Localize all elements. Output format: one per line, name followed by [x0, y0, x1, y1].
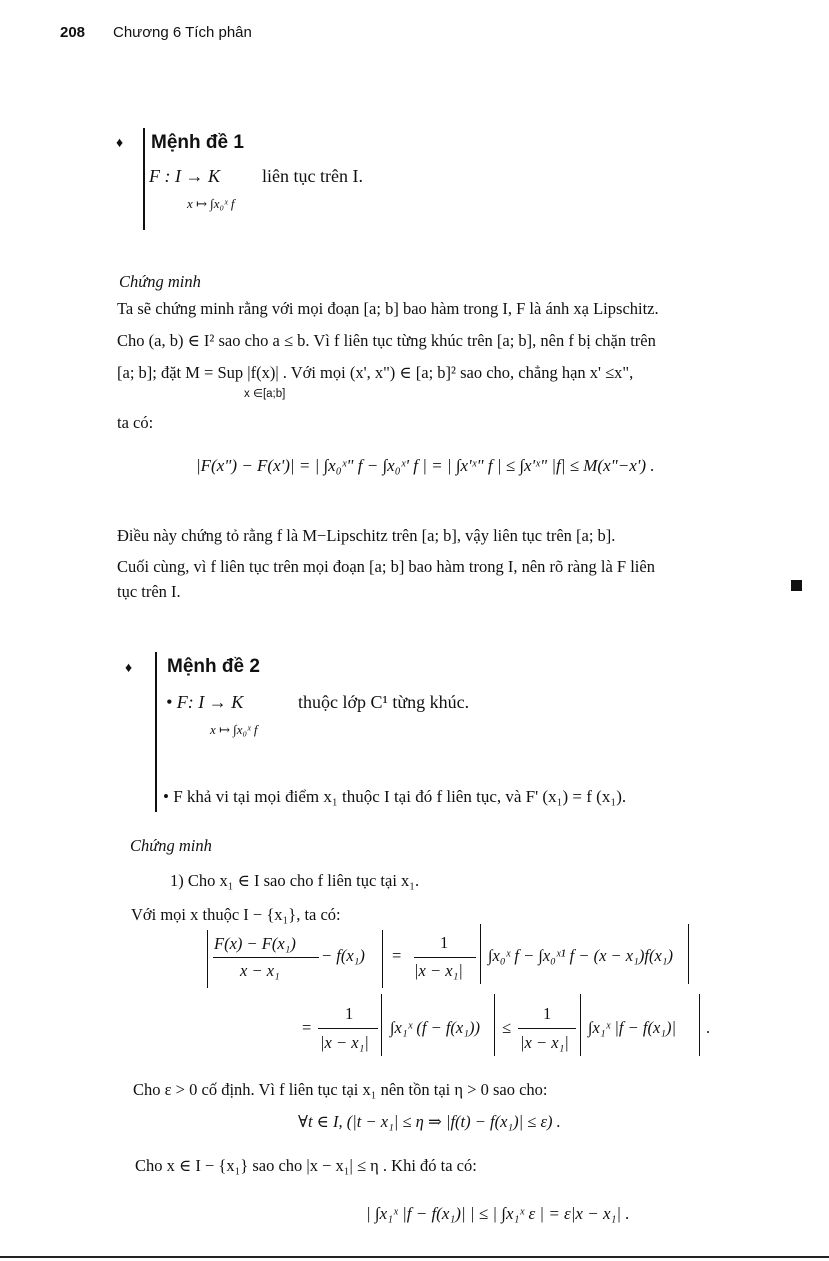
- page-number: 208: [60, 24, 86, 41]
- eq2-abs-left: [381, 994, 382, 1056]
- prop2-item1-map: • F: I → K: [166, 692, 244, 712]
- eq1-body-abs-right: [688, 924, 689, 984]
- eq1-rhs-fraction-line: [414, 957, 476, 958]
- eq1-body-abs-left: [480, 924, 481, 984]
- eq2-num2: 1: [543, 1004, 552, 1023]
- proof1-p4: Điều này chứng tỏ rằng f là M−Lipschitz trên [a; b], vậy liên tục trên [a; b].: [117, 526, 616, 545]
- eq1-lhs-tail: − f(x₁): [321, 946, 365, 965]
- proof2-p2: Cho ε > 0 cố định. Vì f liên tục tại x₁ nên tồn tại η > 0 sao cho:: [133, 1080, 548, 1099]
- eq2-num: 1: [345, 1004, 354, 1023]
- proof1-p1: Ta sẽ chứng minh rằng với mọi đoạn [a; b] bao hàm trong I, F là ánh xạ Lipschitz.: [117, 299, 659, 318]
- eq2-period: .: [706, 1018, 711, 1037]
- bottom-rule: [0, 1256, 829, 1258]
- prop2-item2: • F khả vi tại mọi điểm x₁ thuộc I tại đó f liên tục, và F' (x₁) = f (x₁).: [163, 787, 627, 806]
- eq1-rhs-body: ∫x₀ˣ f − ∫x₀ˣ¹ f − (x − x₁)f(x₁): [488, 946, 673, 965]
- proof1-p2b: [a; b]; đặt M = Sup |f(x)| . Với mọi (x', x") ∈ [a; b]² sao cho, chẳng hạn x' ≤x",: [117, 363, 634, 382]
- proof1-heading: Chứng minh: [119, 272, 201, 291]
- eq2-abs-left2: [580, 994, 581, 1056]
- prop2-bar: [155, 652, 157, 812]
- prop1-map: F : I → K: [149, 166, 220, 186]
- eq1-lhs-num: F(x) − F(x₁): [214, 934, 296, 953]
- eq1-abs-left: [207, 930, 208, 988]
- prop2-item1-desc: thuộc lớp C¹ từng khúc.: [298, 692, 470, 712]
- eq1-abs-right: [382, 930, 383, 988]
- proof2-eq3: ∀t ∈ I, (|t − x₁| ≤ η ⇒ |f(t) − f(x₁)| ≤ ε) .: [298, 1112, 561, 1131]
- proof2-p1: Với mọi x thuộc I − {x₁}, ta có:: [131, 905, 341, 924]
- proof2-step1: 1) Cho x₁ ∈ I sao cho f liên tục tại x₁.: [170, 871, 420, 890]
- proof2-p3: Cho x ∈ I − {x₁} sao cho |x − x₁| ≤ η . Khi đó ta có:: [135, 1156, 477, 1175]
- proof2-heading: Chứng minh: [130, 836, 212, 855]
- prop1-bullet: ♦: [116, 136, 124, 151]
- prop2-item1-rule: x ↦ ∫x₀ˣ f: [210, 722, 258, 737]
- eq2-leq: ≤: [502, 1018, 512, 1037]
- proof1-sup-sub: x ∈[a;b]: [244, 388, 286, 400]
- eq2-body: ∫x₁ˣ (f − f(x₁)): [390, 1018, 480, 1037]
- qed-square: [791, 580, 802, 591]
- eq2-equals: =: [302, 1018, 312, 1037]
- proof1-p3: ta có:: [117, 413, 154, 432]
- eq1-equals: =: [392, 946, 402, 965]
- prop1-desc: liên tục trên I.: [262, 166, 363, 186]
- eq2-body2: ∫x₁ˣ |f − f(x₁)|: [588, 1018, 677, 1037]
- prop2-title: Mệnh đề 2: [167, 656, 260, 677]
- proof2-eq4: | ∫x₁ˣ |f − f(x₁)| | ≤ | ∫x₁ˣ ε | = ε|x − x₁| .: [366, 1204, 630, 1223]
- prop2-bullet: ♦: [125, 661, 133, 676]
- eq2-abs-right: [494, 994, 495, 1056]
- eq2-fraction-line: [318, 1028, 378, 1029]
- eq1-lhs-den: x − x₁: [240, 961, 280, 980]
- proof1-p5a: Cuối cùng, vì f liên tục trên mọi đoạn [a; b] bao hàm trong I, nên rõ ràng là F liên: [117, 557, 655, 576]
- eq1-rhs-num: 1: [440, 933, 449, 952]
- eq2-fraction-line2: [518, 1028, 576, 1029]
- eq2-abs-right2: [699, 994, 700, 1056]
- proof1-p5b: tục trên I.: [117, 582, 181, 601]
- eq2-den: |x − x₁|: [320, 1033, 369, 1052]
- prop1-title: Mệnh đề 1: [151, 132, 244, 153]
- chapter-title: Chương 6 Tích phân: [113, 24, 252, 41]
- eq1-lhs-fraction-line: [213, 957, 319, 958]
- eq2-den2: |x − x₁|: [520, 1033, 569, 1052]
- prop1-bar: [143, 128, 145, 230]
- proof1-equation: |F(x") − F(x')| = | ∫x₀ˣ" f − ∫x₀ˣ' f | = | ∫x'ˣ" f | ≤ ∫x'ˣ" |f| ≤ M(x"−x') .: [196, 456, 655, 475]
- eq1-rhs-den: |x − x₁|: [414, 961, 463, 980]
- proof1-p2a: Cho (a, b) ∈ I² sao cho a ≤ b. Vì f liên tục từng khúc trên [a; b], nên f bị chặn trên: [117, 331, 656, 350]
- prop1-rule: x ↦ ∫x₀ˣ f: [187, 196, 235, 211]
